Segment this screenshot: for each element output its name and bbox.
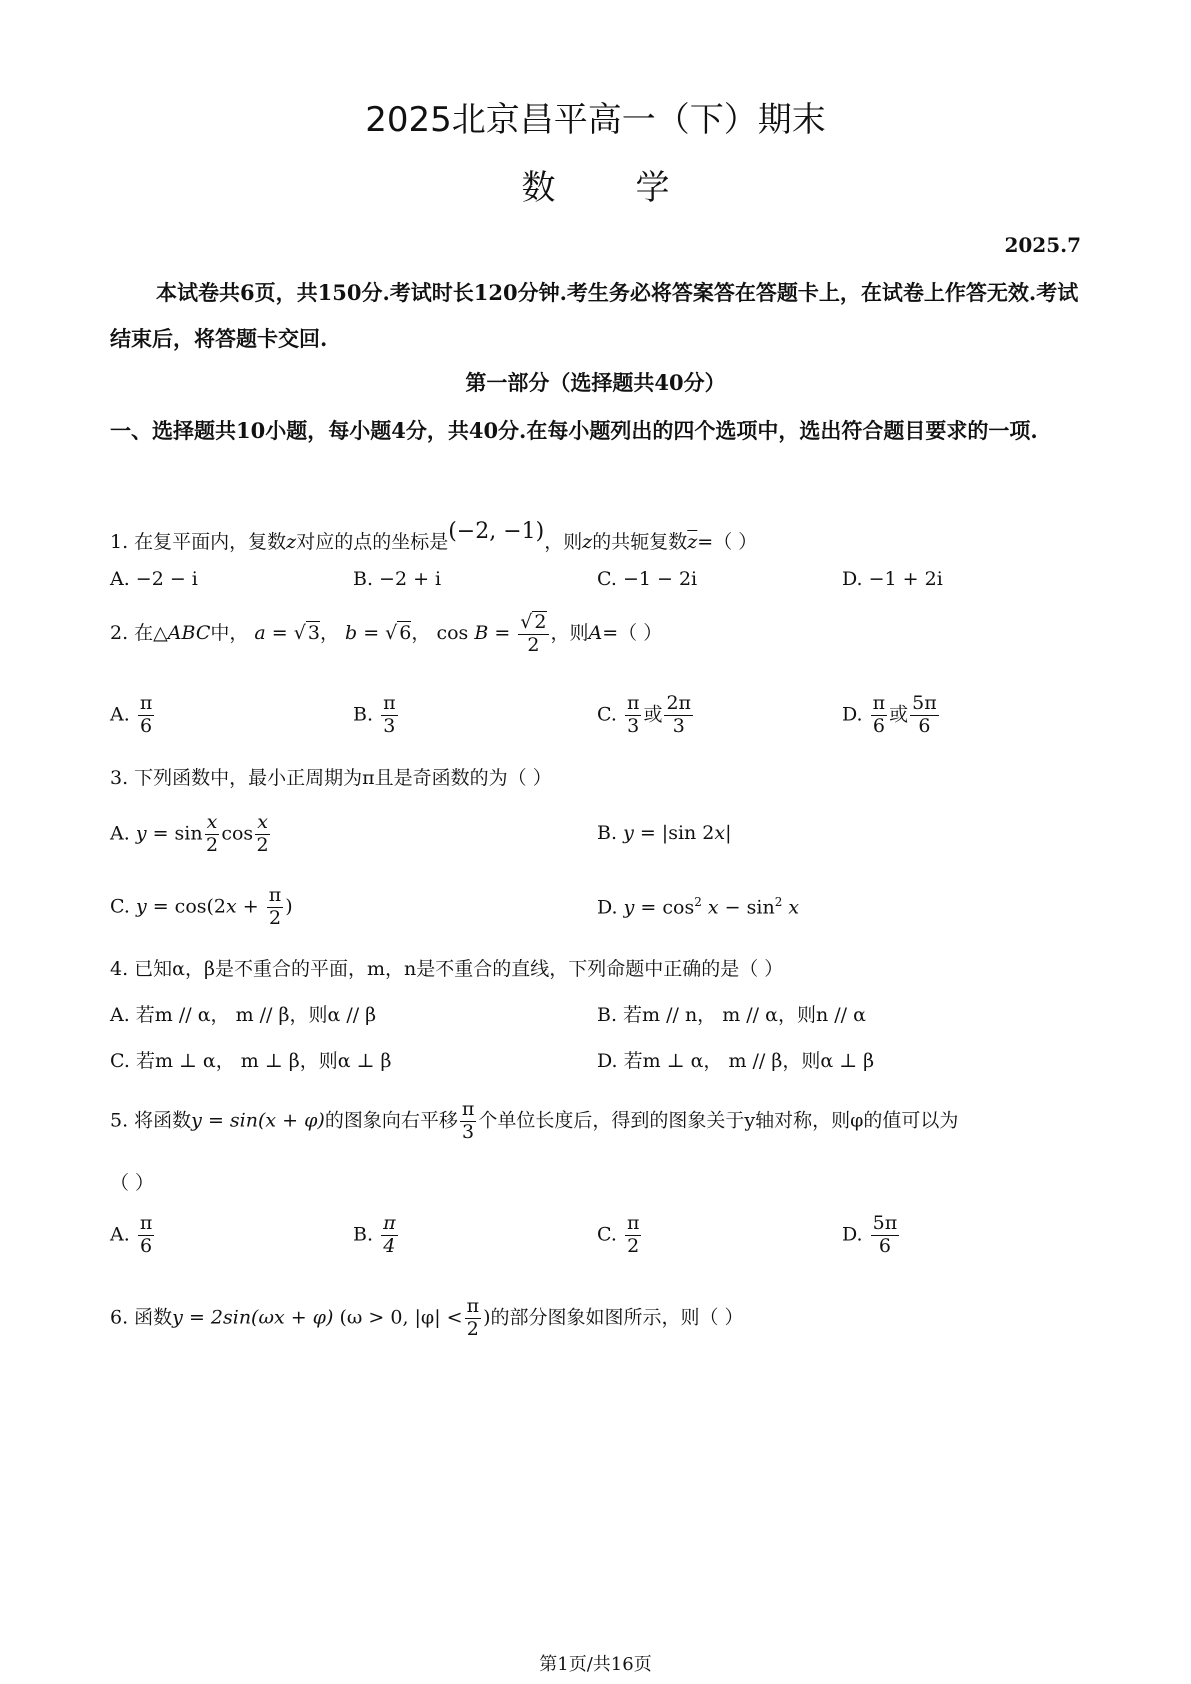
q4-option-a[interactable]: A. 若m // α， m // β，则α // β bbox=[110, 1004, 377, 1026]
q1-option-d[interactable]: D. −1 + 2i bbox=[842, 568, 943, 590]
question-3-stem: 3. 下列函数中，最小正周期为π且是奇函数的为（ ） bbox=[110, 767, 552, 789]
q3-option-b[interactable]: B. y = |sin 2x| bbox=[597, 822, 732, 844]
q3-option-c[interactable]: C. y = cos(2x + $\frac{\pi}{2}$ ) bbox=[110, 884, 293, 929]
part-heading: 第一部分（选择题共40分） bbox=[465, 370, 726, 395]
question-5-stem: 5. 将函数y = sin(x + φ)的图象向右平移 $\frac{\pi}{3}$ 个单位长度后，得到的图象关于y轴对称，则φ的值可以为 bbox=[110, 1098, 959, 1143]
q2-option-a[interactable]: A. $\frac{\pi}{6}$ bbox=[110, 692, 153, 737]
q1-option-b[interactable]: B. −2 + i bbox=[353, 568, 442, 590]
question-6-stem: 6. 函数y = 2sin(ωx + φ) (ω > 0, |φ| < $\frac{\pi}{2}$ )的部分图象如图所示，则（ ） bbox=[110, 1295, 744, 1340]
q3-option-d[interactable]: D. $y = \cos^2 x - \sin^2 x$ bbox=[597, 895, 800, 919]
q4-option-c[interactable]: C. 若m ⊥ α， m ⊥ β，则α ⊥ β bbox=[110, 1050, 392, 1072]
q1-coordinate: (−2, −1) bbox=[448, 519, 545, 544]
q5-option-d[interactable]: D. $\frac{5\pi}{6}$ bbox=[842, 1212, 898, 1257]
q2-option-b[interactable]: B. $\frac{\pi}{3}$ bbox=[353, 692, 396, 737]
q5-option-c[interactable]: C. $\frac{\pi}{2}$ bbox=[597, 1212, 640, 1257]
q4-option-b[interactable]: B. 若m // n， m // α，则n // α bbox=[597, 1004, 866, 1026]
q1-option-a[interactable]: A. −2 − i bbox=[110, 568, 198, 590]
q5-option-b[interactable]: B. $\frac{\pi}{4}$ bbox=[353, 1212, 396, 1257]
q5-option-a[interactable]: A. $\frac{\pi}{6}$ bbox=[110, 1212, 153, 1257]
question-1-stem: 1. 在复平面内，复数z对应的点的坐标是(−2, −1)，则z的共轭复数$\overline{z}=$（ ） bbox=[110, 519, 758, 553]
q2-option-d[interactable]: D. $\frac{\pi}{6}$ 或 $\frac{5\pi}{6}$ bbox=[842, 692, 937, 737]
question-5-paren: （ ） bbox=[110, 1172, 155, 1194]
section-instructions: 一、选择题共10小题，每小题4分，共40分.在每小题列出的四个选项中，选出符合题目要求的一项. bbox=[110, 418, 1038, 443]
subject-title: 数学 bbox=[521, 168, 750, 208]
q2-given-b: b = √ 6， bbox=[345, 621, 431, 644]
exam-title: 2025北京昌平高一（下）期末 bbox=[365, 100, 826, 140]
q2-option-c[interactable]: C. $\frac{\pi}{3}$ 或 $\frac{2\pi}{3}$ bbox=[597, 692, 692, 737]
exam-instructions: 本试卷共6页，共150分.考试时长120分钟.考生务必将答案答在答题卡上，在试卷上作答无效.考试结束后，将答题卡交回. bbox=[110, 280, 1079, 351]
q4-option-d[interactable]: D. 若m ⊥ α， m // β，则α ⊥ β bbox=[597, 1050, 875, 1072]
question-4-stem: 4. 已知α，β是不重合的平面，m，n是不重合的直线，下列命题中正确的是（ ） bbox=[110, 958, 784, 980]
exam-date: 2025.7 bbox=[1004, 233, 1081, 257]
q3-option-a[interactable]: A. y = sin $\frac{x}{2}$ cos $\frac{x}{2}$ bbox=[110, 811, 269, 856]
q2-given-cosb: cos B = $\frac{√ 2}{2}$ bbox=[436, 611, 547, 656]
q2-given-a: a = √ 3， bbox=[254, 621, 339, 644]
page-number: 第1页/共16页 bbox=[539, 1654, 652, 1675]
q1-option-c[interactable]: C. −1 − 2i bbox=[597, 568, 698, 590]
question-2-stem: 2. 在△ABC中， a = √ 3， b = √ 6， cos B = $\frac{√ 2}{2}$ ，则A=（ ） bbox=[110, 611, 663, 656]
